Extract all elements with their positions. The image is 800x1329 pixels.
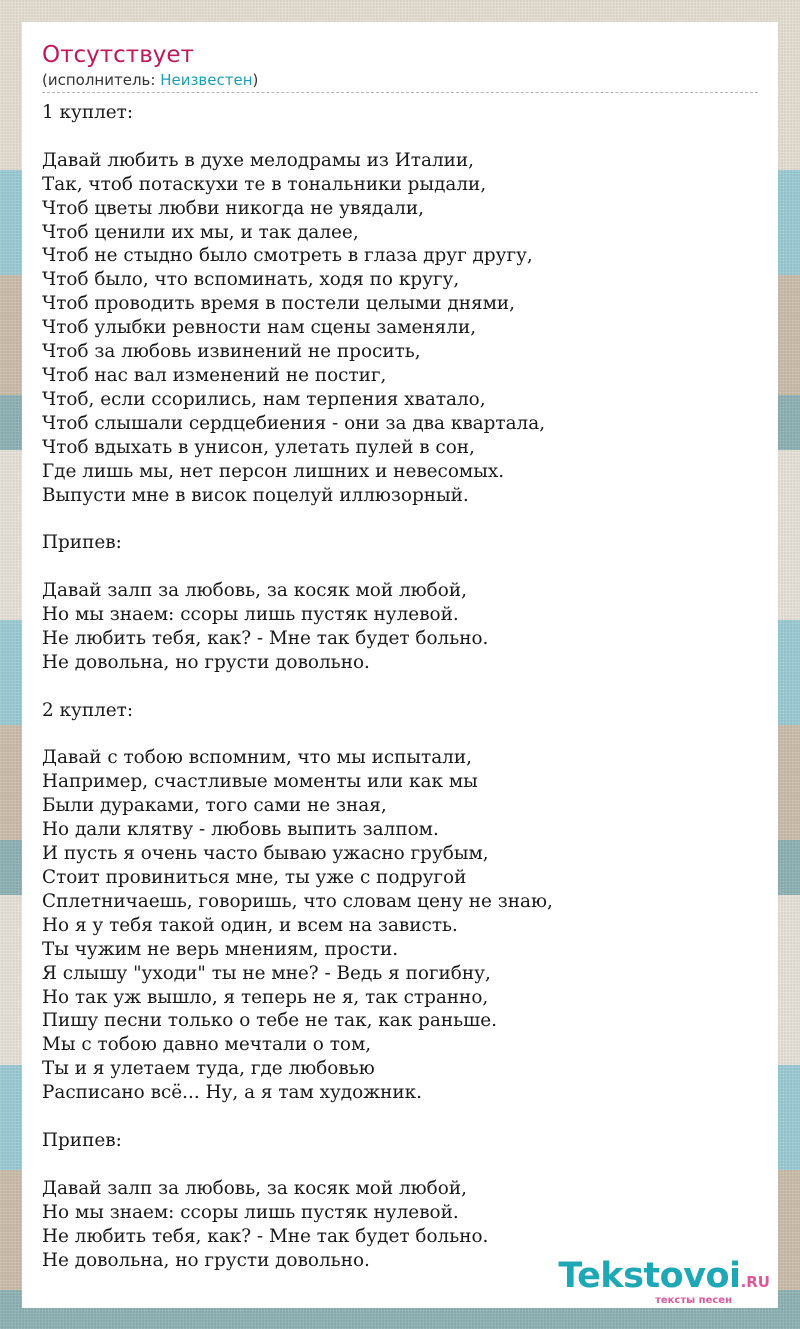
logo-tld: .RU bbox=[740, 1273, 770, 1291]
lyrics-blank-line bbox=[42, 125, 758, 149]
lyrics-card bbox=[22, 22, 778, 1308]
artist-line bbox=[42, 70, 758, 93]
lyrics-blank-line bbox=[42, 1153, 758, 1177]
lyrics-line: Чтоб проводить время в постели целыми днями, bbox=[42, 293, 515, 315]
lyrics-blank-line bbox=[42, 675, 758, 699]
lyrics-line: Пишу песни только о тебе не так, как раньше. bbox=[42, 1010, 497, 1032]
lyrics-line: Так, чтоб потаскухи те в тональники рыдали, bbox=[42, 173, 487, 195]
lyrics-blank-line bbox=[42, 555, 758, 579]
lyrics-line: Чтоб не стыдно было смотреть в глаза друг другу, bbox=[42, 245, 533, 267]
lyrics-line: Припев: bbox=[42, 532, 122, 554]
artist-prefix: (исполнитель: bbox=[42, 71, 161, 89]
song-title: Отсутствует bbox=[42, 42, 194, 68]
lyrics-blank-line bbox=[42, 507, 758, 531]
lyrics-line: Но так уж вышло, я теперь не я, так странно, bbox=[42, 986, 489, 1008]
lyrics-line: Мы с тобою давно мечтали о том, bbox=[42, 1034, 372, 1056]
lyrics-line: Стоит провиниться мне, ты уже с подругой bbox=[42, 867, 467, 888]
lyrics-line: Припев: bbox=[42, 1129, 122, 1151]
lyrics-line: Чтоб за любовь извинений не просить, bbox=[42, 341, 421, 363]
site-logo[interactable] bbox=[558, 1258, 770, 1306]
lyrics-line: Но дали клятву - любовь выпить залпом. bbox=[42, 819, 439, 841]
logo-wordmark bbox=[558, 1258, 770, 1300]
artist-suffix: ) bbox=[252, 71, 259, 89]
lyrics-blank-line bbox=[42, 1105, 758, 1129]
lyrics-line: Я слышу "уходи" ты не мне? - Ведь я погибну, bbox=[42, 962, 491, 984]
lyrics-line: Чтоб цветы любви никогда не увядали, bbox=[42, 197, 425, 219]
lyrics-line: Чтоб нас вал изменений не постиг, bbox=[42, 364, 387, 386]
lyrics-line: Но мы знаем: ссоры лишь пустяк нулевой. bbox=[42, 604, 459, 626]
lyrics-line: И пусть я очень часто бываю ужасно грубым, bbox=[42, 843, 489, 865]
lyrics-line: Ты и я улетаем туда, где любовью bbox=[42, 1058, 375, 1080]
lyrics-line: Не любить тебя, как? - Мне так будет больно. bbox=[42, 1225, 489, 1247]
lyrics-line: Давай с тобою вспомним, что мы испытали, bbox=[42, 747, 472, 769]
lyrics-line: Чтоб было, что вспоминать, ходя по кругу, bbox=[42, 269, 460, 291]
lyrics-line: Выпусти мне в висок поцелуй иллюзорный. bbox=[42, 484, 469, 506]
lyrics-line: Расписано всё... Ну, а я там художник. bbox=[42, 1082, 422, 1104]
lyrics-line: Не довольна, но грусти довольно. bbox=[42, 651, 370, 673]
lyrics-line: Давай залп за любовь, за косяк мой любой, bbox=[42, 580, 467, 602]
lyrics-line: Чтоб ценили их мы, и так далее, bbox=[42, 221, 359, 243]
lyrics-line: Например, счастливые моменты или как мы bbox=[42, 771, 478, 793]
lyrics-line: Чтоб слышали сердцебиения - они за два квартала, bbox=[42, 412, 546, 434]
artist-link[interactable]: Неизвестен bbox=[160, 71, 253, 89]
lyrics-text bbox=[42, 101, 758, 1272]
lyrics-line: Где лишь мы, нет персон лишних и невесомых. bbox=[42, 460, 505, 482]
lyrics-line: 1 куплет: bbox=[42, 102, 134, 123]
lyrics-line: Не довольна, но грусти довольно. bbox=[42, 1249, 370, 1271]
lyrics-line: Не любить тебя, как? - Мне так будет больно. bbox=[42, 627, 489, 649]
lyrics-line: Давай любить в духе мелодрамы из Италии, bbox=[42, 149, 474, 171]
lyrics-blank-line bbox=[42, 723, 758, 747]
lyrics-line: Чтоб вдыхать в унисон, улетать пулей в сон, bbox=[42, 436, 475, 458]
lyrics-line: Чтоб, если ссорились, нам терпения хватало, bbox=[42, 388, 486, 410]
lyrics-line: 2 куплет: bbox=[42, 699, 134, 721]
lyrics-line: Сплетничаешь, говоришь, что словам цену не знаю, bbox=[42, 890, 553, 912]
lyrics-line: Были дураками, того сами не зная, bbox=[42, 795, 387, 817]
lyrics-line: Ты чужим не верь мнениям, прости. bbox=[42, 938, 399, 960]
lyrics-line: Чтоб улыбки ревности нам сцены заменяли, bbox=[42, 317, 477, 339]
lyrics-line: Но я у тебя такой один, и всем на зависть. bbox=[42, 914, 458, 936]
lyrics-line: Но мы знаем: ссоры лишь пустяк нулевой. bbox=[42, 1201, 459, 1223]
logo-tagline: тексты песен bbox=[655, 1295, 732, 1306]
lyrics-line: Давай залп за любовь, за косяк мой любой, bbox=[42, 1177, 467, 1199]
logo-main-text: Tekstovoi bbox=[558, 1256, 741, 1296]
